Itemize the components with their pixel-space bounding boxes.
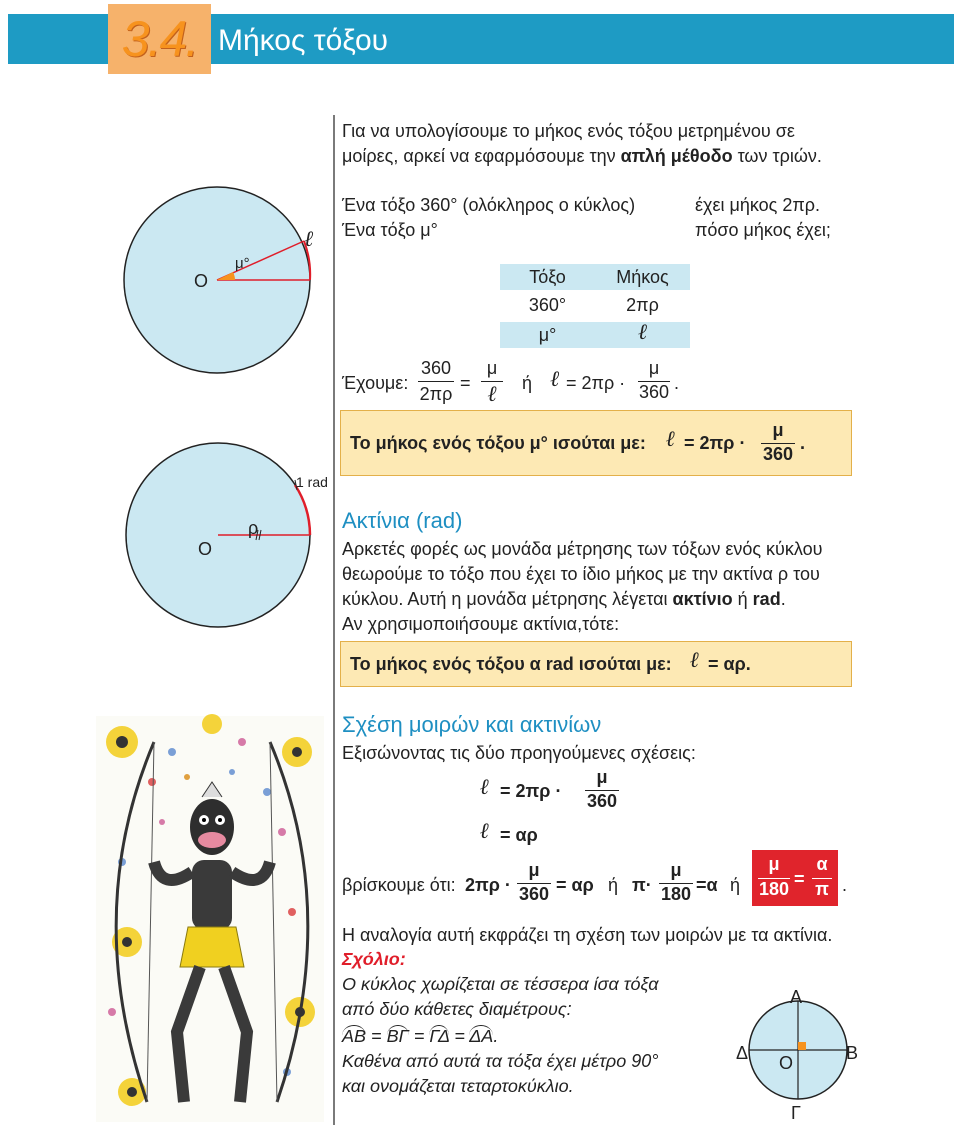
eq1-f2-den: ℓ <box>487 382 497 407</box>
eq1-rhs: = 2πρ · <box>566 373 626 393</box>
box1-den: 360 <box>762 444 794 464</box>
warrior-illustration <box>92 712 328 1126</box>
arc-gd: ΓΔ <box>429 1026 450 1046</box>
center-label-o: Ο <box>194 271 209 291</box>
find-den2: 180 <box>660 884 692 904</box>
radian-line3 <box>342 586 786 612</box>
text-bold: ακτίνιο <box>672 589 733 609</box>
text: κύκλου. Αυτή η μονάδα μέτρησης λέγεται <box>342 589 673 609</box>
rel-eq1-rhs: = 2πρ · <box>500 781 562 801</box>
box1-rhs: = 2πρ · <box>684 433 746 453</box>
fraction-line <box>418 381 454 382</box>
section-number: 3.4. <box>121 11 198 67</box>
eq1-f1-num: 360 <box>420 358 452 378</box>
find-a: 2πρ · <box>465 875 511 895</box>
eq1-dot: . <box>674 373 680 393</box>
find-d: =α <box>696 875 718 895</box>
box2-text: Το μήκος ενός τόξου α rad ισούται με: <box>350 654 672 674</box>
relation-heading: Σχέση μοιρών και ακτινίων <box>342 712 602 737</box>
equals: = <box>413 1026 425 1046</box>
find-or2: ή <box>730 875 741 895</box>
find-num2: μ <box>670 860 682 880</box>
eq1-ell: ℓ <box>550 367 560 392</box>
eq1-f3-den: 360 <box>638 382 670 402</box>
rule-row2-left: Ένα τόξο μ° <box>342 220 438 240</box>
box1-dot: . <box>800 433 806 453</box>
arc-ab: ΑΒ <box>342 1026 367 1046</box>
margin-rule <box>333 115 335 1125</box>
find-num1: μ <box>528 860 540 880</box>
rel-eq1-num: μ <box>596 767 608 787</box>
intro-text: των τριών. <box>732 146 822 166</box>
table-cell: μ° <box>538 325 557 345</box>
rel-eq2-ell: ℓ <box>480 818 490 844</box>
table-cell: 360° <box>528 295 567 315</box>
intro-bold: απλή μέθοδο <box>620 146 733 166</box>
box2-rhs: = αρ. <box>708 654 751 674</box>
text-bold: rad <box>752 589 781 609</box>
center-label-o: Ο <box>198 539 213 559</box>
box1-ell: ℓ <box>666 426 676 452</box>
result-den1: 180 <box>758 879 790 899</box>
note-label: Σχόλιο: <box>342 949 406 969</box>
result-eq: = <box>794 869 805 889</box>
radian-line2: θεωρούμε το τόξο που έχει το ίδιο μήκος με την ακτίνα ρ του <box>342 564 820 584</box>
box1-num: μ <box>772 420 784 440</box>
circle-figure-radian <box>125 440 325 630</box>
radius-label: ρ <box>248 518 259 538</box>
page-title: Μήκος τόξου <box>218 24 389 57</box>
table-header-arc: Τόξο <box>529 267 566 287</box>
rel-eq2-rhs: = αρ <box>500 825 538 845</box>
intro-line2 <box>342 143 822 169</box>
find-or1: ή <box>608 875 619 895</box>
eq1-label: Έχουμε: <box>342 373 409 393</box>
radian-line1: Αρκετές φορές ως μονάδα μέτρησης των τόξων ενός κύκλου <box>342 539 823 559</box>
eq1-f1-den: 2πρ <box>419 384 453 404</box>
point-a: Α <box>790 987 803 1007</box>
equals: = <box>454 1026 465 1046</box>
arcs-equality <box>342 1023 498 1049</box>
find-b: = αρ <box>556 875 594 895</box>
radian-line4: Αν χρησιμοποιήσουμε ακτίνια,τότε: <box>342 614 620 634</box>
eq1-or: ή <box>522 373 533 393</box>
relation-intro: Εξισώνοντας τις δύο προηγούμενες σχέσεις: <box>342 743 696 763</box>
point-o: Ο <box>779 1053 794 1073</box>
result-den2: π <box>815 879 829 899</box>
find-den1: 360 <box>518 884 550 904</box>
note-line4: Καθένα από αυτά τα τόξα έχει μέτρο 90° <box>342 1051 659 1071</box>
rel-eq1-den: 360 <box>586 791 618 811</box>
box2-ell: ℓ <box>690 647 700 673</box>
one-rad-label: 1 rad <box>296 474 328 490</box>
eq1-f3-num: μ <box>648 358 660 378</box>
result-dot: . <box>842 875 848 895</box>
point-b: Β <box>846 1043 859 1063</box>
note-line1: Ο κύκλος χωρίζεται σε τέσσερα ίσα τόξα <box>342 974 659 994</box>
eq1-equals: = <box>460 373 471 393</box>
point-d: Δ <box>736 1043 749 1063</box>
arc-da: ΔΑ <box>469 1026 494 1046</box>
table-header-length: Μήκος <box>616 267 669 287</box>
find-label: βρίσκουμε ότι: <box>342 875 456 895</box>
table-cell: ℓ <box>637 320 648 345</box>
note-line5: και ονομάζεται τεταρτοκύκλιο. <box>342 1076 574 1096</box>
find-c: π· <box>632 875 652 895</box>
rule-row2-right: πόσο μήκος έχει; <box>695 220 831 240</box>
arc-bg: ΒΓ <box>386 1026 409 1046</box>
table-cell: 2πρ <box>626 295 659 315</box>
angle-label: μ° <box>235 255 250 272</box>
closing-line1: Η αναλογία αυτή εκφράζει τη σχέση των μοιρών με τα ακτίνια. <box>342 925 833 945</box>
rel-eq1-ell: ℓ <box>480 774 490 800</box>
box1-text: Το μήκος ενός τόξου μ° ισούται με: <box>350 433 646 453</box>
result-num2: α <box>816 854 828 874</box>
radian-heading: Ακτίνια (rad) <box>342 508 463 533</box>
note-line2: από δύο κάθετες διαμέτρους: <box>342 999 572 1019</box>
result-num1: μ <box>768 854 780 874</box>
period: . <box>493 1026 499 1046</box>
equals: = <box>371 1026 382 1046</box>
text: ή <box>732 589 753 609</box>
rule-row1-left: Ένα τόξο 360° (ολόκληρος ο κύκλος) <box>342 195 636 215</box>
intro-text: μοίρες, αρκεί να εφαρμόσουμε την <box>342 146 621 166</box>
rule-row1-right: έχει μήκος 2πρ. <box>695 195 821 215</box>
text: . <box>780 589 786 609</box>
point-g: Γ <box>791 1103 801 1123</box>
arc-label: ℓ <box>304 227 314 252</box>
eq1-f2-num: μ <box>486 358 498 378</box>
quadrant-circle-figure <box>745 998 855 1108</box>
circle-figure-mu <box>120 183 330 388</box>
intro-line1: Για να υπολογίσουμε το μήκος ενός τόξου μετρημένου σε <box>342 121 795 141</box>
